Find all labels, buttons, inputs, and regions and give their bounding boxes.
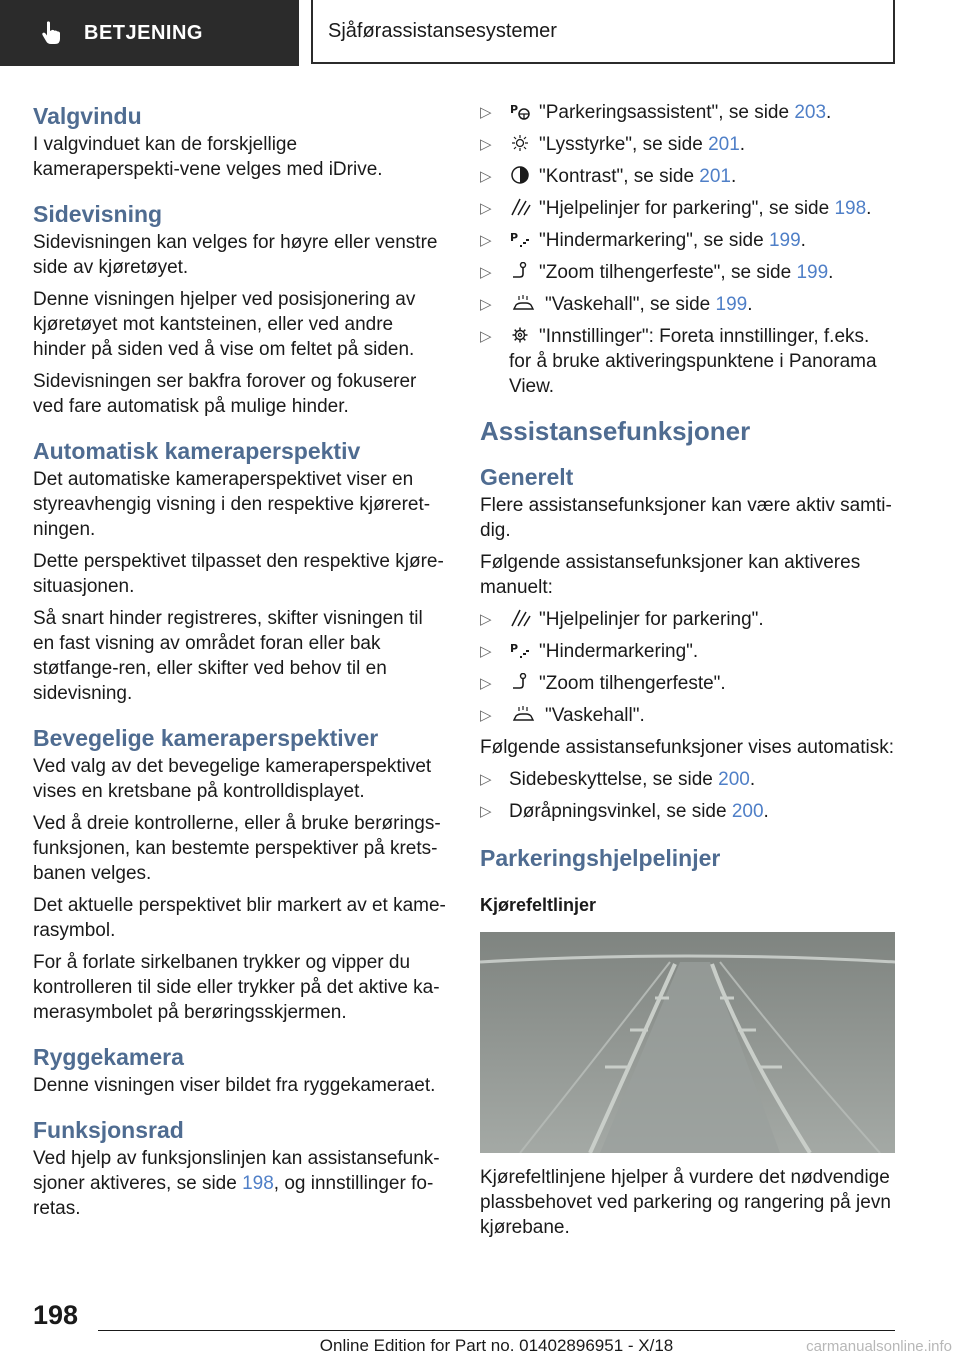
list-item <box>480 639 895 664</box>
heading-ryggekamera: Ryggekamera <box>33 1044 184 1070</box>
item-end: . <box>826 102 832 123</box>
page-number: 198 <box>33 1300 79 1330</box>
item-end: . <box>731 166 737 187</box>
heading-sidevisning: Sidevisning <box>33 201 163 227</box>
item-text: "Hindermarkering", se side <box>539 230 769 251</box>
item-end: . <box>866 198 872 219</box>
paragraph: Det aktuelle perspektivet blir markert av et kame-rasymbol. <box>33 895 446 941</box>
section-title: BETJENING <box>84 21 203 44</box>
item-text: "Kontrast", se side <box>539 166 700 187</box>
paragraph: Dette perspektivet tilpasset den respektive kjøre-situasjonen. <box>33 551 444 597</box>
triangle-bullet-icon: ▷ <box>480 328 492 345</box>
road-illustration <box>480 932 895 1153</box>
item-end: . <box>763 801 769 822</box>
heading-valgvindu: Valgvindu <box>33 103 142 129</box>
list-item <box>480 607 895 632</box>
parking-lines-icon <box>509 198 531 216</box>
paragraph: Denne visningen hjelper ved posisjonering av kjøretøyet mot kantsteinen, eller ved andre hinder på siden ved å vise om feltet på siden. <box>33 289 416 360</box>
item-end: . <box>749 769 756 790</box>
list-item <box>480 164 895 189</box>
item-end: . <box>747 294 753 315</box>
item-text: Døråpningsvinkel, se side <box>509 801 732 822</box>
heading-bevegelige: Bevegelige kameraperspektiver <box>33 725 379 751</box>
list-item <box>480 703 895 728</box>
triangle-bullet-icon: ▷ <box>480 296 492 313</box>
paragraph <box>33 1146 448 1221</box>
list-item <box>480 260 895 285</box>
page-link[interactable]: 200 <box>718 769 750 790</box>
contrast-icon <box>509 166 531 184</box>
item-text: "Hindermarkering". <box>539 641 699 662</box>
settings-icon <box>509 326 531 344</box>
section-ryggekamera <box>33 1041 448 1098</box>
triangle-bullet-icon: ▷ <box>480 611 492 628</box>
item-text: "Hjelpelinjer for parkering", se side <box>539 198 835 219</box>
obstacle-marking-icon <box>509 230 531 248</box>
paragraph: Ved valg av det bevegelige kameraperspektivet vises en kretsbane på kontrolldisplayet. <box>33 756 432 802</box>
list-item <box>480 767 895 792</box>
item-text: "Hjelpelinjer for parkering". <box>539 609 764 630</box>
trailer-hitch-icon <box>509 673 531 691</box>
page-link[interactable]: 198 <box>242 1173 274 1194</box>
triangle-bullet-icon: ▷ <box>480 675 492 692</box>
automatic-functions-list <box>480 767 895 824</box>
parking-assistant-icon <box>509 102 531 120</box>
page-link[interactable]: 201 <box>699 166 731 187</box>
page-link[interactable]: 201 <box>708 134 740 155</box>
heading-funksjonsrad: Funksjonsrad <box>33 1117 184 1143</box>
paragraph: Følgende assistansefunksjoner kan aktiveres manuelt: <box>480 552 861 598</box>
page-link[interactable]: 203 <box>794 102 827 123</box>
heading-automatisk: Automatisk kameraperspektiv <box>33 438 361 464</box>
triangle-bullet-icon: ▷ <box>480 707 492 724</box>
section-bevegelige <box>33 722 448 1025</box>
chapter-tab <box>311 0 895 64</box>
triangle-bullet-icon: ▷ <box>480 803 492 820</box>
right-column <box>480 100 895 1240</box>
list-item <box>480 100 895 125</box>
paragraph: Ved å dreie kontrollerne, eller å bruke berørings-funksjonen, kan bestemte perspektiver på krets-banen velges. <box>33 813 441 884</box>
item-text: "Zoom tilhengerfeste". <box>539 673 726 694</box>
paragraph: Kjørefeltlinjene hjelper å vurdere det nødvendige plassbehovet ved parkering og rangering på jevn kjørebane. <box>480 1167 891 1238</box>
footer-divider <box>98 1330 895 1331</box>
edition-text: Online Edition for Part no. 01402896951 - X/18 <box>319 1336 674 1355</box>
page-header <box>0 0 960 66</box>
obstacle-marking-icon <box>509 641 531 659</box>
item-text: "Vaskehall", se side <box>545 294 716 315</box>
page-link[interactable]: 199 <box>768 230 801 251</box>
triangle-bullet-icon: ▷ <box>480 771 492 788</box>
paragraph: Sidevisningen kan velges for høyre eller venstre side av kjøretøyet. <box>33 232 438 278</box>
page-link[interactable]: 198 <box>834 198 867 219</box>
paragraph: Sidevisningen ser bakfra forover og fokuserer ved fare automatisk på mulige hinder. <box>33 371 417 417</box>
left-column <box>33 100 448 1237</box>
section-sidevisning <box>33 198 448 419</box>
parking-lines-icon <box>509 609 531 627</box>
heading-kjorefeltlinjer: Kjørefeltlinjer <box>480 895 597 915</box>
manual-functions-list <box>480 607 895 728</box>
item-text: "Parkeringsassistent", se side <box>539 102 795 123</box>
function-bar-list <box>480 100 895 399</box>
section-tab <box>0 0 299 66</box>
item-end: . <box>828 262 834 283</box>
heading-parkeringshjelpelinjer: Parkeringshjelpelinjer <box>480 845 721 871</box>
paragraph: Flere assistansefunksjoner kan være aktiv samti-dig. <box>480 495 892 541</box>
paragraph: Denne visningen viser bildet fra ryggekameraet. <box>33 1075 436 1096</box>
triangle-bullet-icon: ▷ <box>480 168 492 185</box>
page-link[interactable]: 199 <box>715 294 748 315</box>
triangle-bullet-icon: ▷ <box>480 264 492 281</box>
section-funksjonsrad <box>33 1114 448 1221</box>
triangle-bullet-icon: ▷ <box>480 232 492 249</box>
hand-pointer-icon <box>40 20 64 46</box>
item-text: "Vaskehall". <box>545 705 645 726</box>
triangle-bullet-icon: ▷ <box>480 200 492 217</box>
heading-generelt: Generelt <box>480 464 574 490</box>
page-link[interactable]: 199 <box>796 262 829 283</box>
item-text: Sidebeskyttelse, se side <box>509 769 719 790</box>
triangle-bullet-icon: ▷ <box>480 104 492 121</box>
triangle-bullet-icon: ▷ <box>480 643 492 660</box>
list-item <box>480 292 895 317</box>
list-item <box>480 324 895 399</box>
item-text: "Zoom tilhengerfeste", se side <box>539 262 797 283</box>
list-item <box>480 799 895 824</box>
item-text: "Lysstyrke", se side <box>539 134 709 155</box>
section-automatisk <box>33 435 448 706</box>
text-fragment: Ved hjelp av funksjonslinjen kan assistansefunk-sjoner aktiveres, se side <box>33 1148 440 1194</box>
paragraph: Så snart hinder registreres, skifter visningen til en fast visning av området foran eller bak støtfange-ren, eller skifter ved behov til en sidevisning. <box>33 608 423 704</box>
item-end: . <box>739 134 746 155</box>
list-item <box>480 228 895 253</box>
trailer-hitch-icon <box>509 262 531 280</box>
car-wash-icon <box>509 705 537 723</box>
paragraph: I valgvinduet kan de forskjellige kameraperspekti-vene velges med iDrive. <box>33 134 383 180</box>
list-item <box>480 671 895 696</box>
section-valgvindu <box>33 100 448 182</box>
chapter-title: Sjåførassistansesystemer <box>328 19 557 42</box>
lane-lines-image <box>480 932 895 1153</box>
car-wash-icon <box>509 294 537 312</box>
list-item <box>480 196 895 221</box>
list-item <box>480 132 895 157</box>
item-text: "Innstillinger": Foreta innstillinger, f.eks. for å bruke aktiveringspunktene i Panorama View. <box>509 326 877 397</box>
paragraph: Følgende assistansefunksjoner vises automatisk: <box>480 737 894 758</box>
heading-assistansefunksjoner: Assistansefunksjoner <box>480 416 751 446</box>
paragraph: Det automatiske kameraperspektivet viser en styreavhengig visning i den respektive kjøreret-ningen. <box>33 469 431 540</box>
text-fragment: , og innstillinger fo-retas. <box>33 1173 434 1219</box>
paragraph: For å forlate sirkelbanen trykker og vipper du kontrolleren til side eller trykker på det aktive ka-merasymbolet på berøringsskjermen. <box>33 952 440 1023</box>
brightness-icon <box>509 134 531 152</box>
triangle-bullet-icon: ▷ <box>480 136 492 153</box>
page-link[interactable]: 200 <box>731 801 764 822</box>
item-end: . <box>800 230 806 251</box>
watermark: carmanualsonline.info <box>806 1338 952 1355</box>
